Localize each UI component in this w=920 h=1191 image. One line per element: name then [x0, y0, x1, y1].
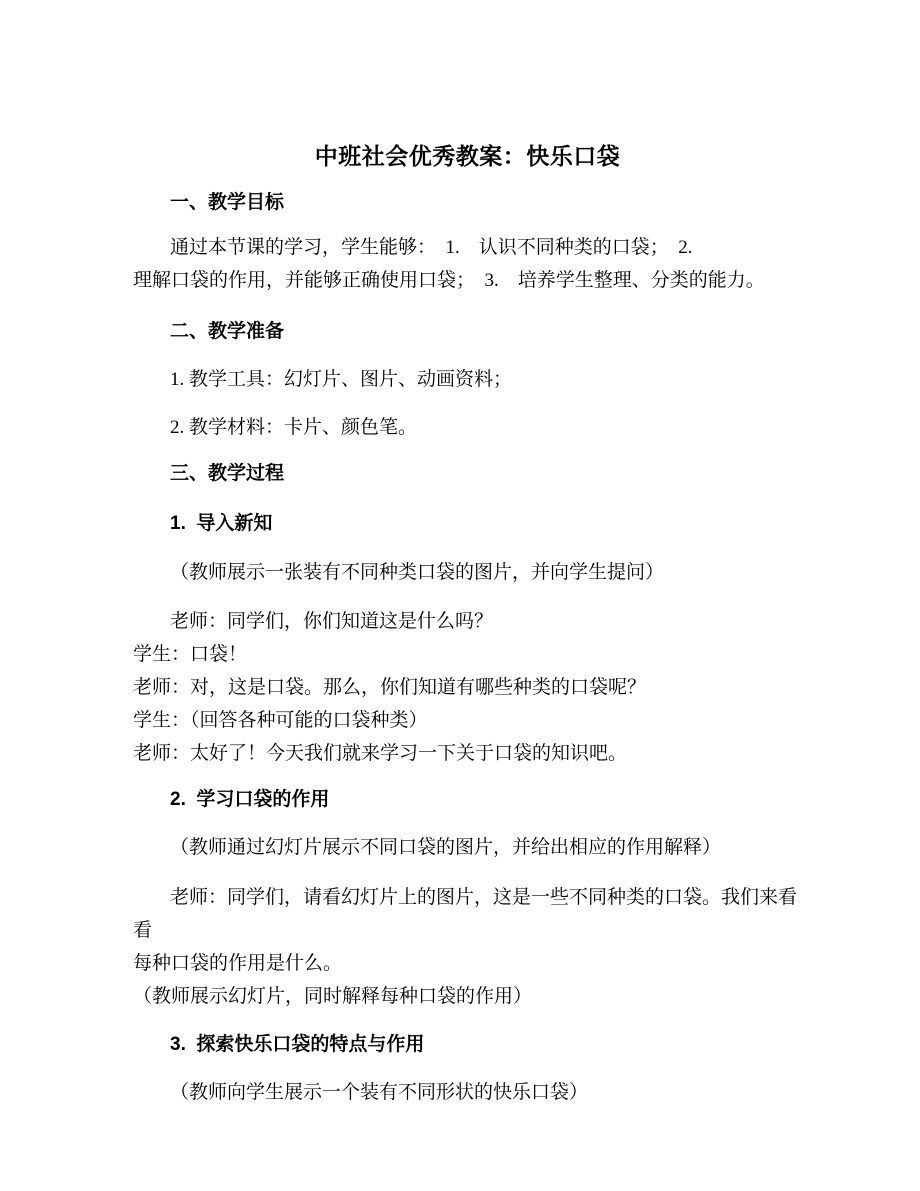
step2-teacher-line-2: 每种口袋的作用是什么。	[133, 953, 343, 974]
step1-heading: 1. 导入新知	[170, 513, 273, 534]
section-heading-objectives: 一、教学目标	[170, 192, 285, 213]
step2-heading: 2. 学习口袋的作用	[170, 789, 330, 810]
step1-dialog-student-2: 学生：（回答各种可能的口袋种类）	[133, 710, 428, 731]
step2-stage-direction-2: （教师展示幻灯片，同时解释每种口袋的作用）	[133, 986, 533, 1007]
step1-dialog-teacher-2: 老师：对，这是口袋。那么，你们知道有哪些种类的口袋呢？	[133, 677, 647, 698]
objectives-line-2: 理解口袋的作用，并能够正确使用口袋； 3. 培养学生整理、分类的能力。	[133, 270, 765, 291]
document-title: 中班社会优秀教案：快乐口袋	[314, 143, 621, 169]
step2-paragraph	[133, 881, 802, 1013]
step3-heading: 3. 探索快乐口袋的特点与作用	[170, 1034, 425, 1055]
section-heading-preparation: 二、教学准备	[170, 321, 285, 342]
step1-dialog-teacher-3: 老师：太好了！今天我们就来学习一下关于口袋的知识吧。	[133, 743, 628, 764]
step3-stage-direction: （教师向学生展示一个装有不同形状的快乐口袋）	[170, 1082, 589, 1103]
preparation-item-tools: 1. 教学工具：幻灯片、图片、动画资料；	[170, 369, 513, 390]
step2-teacher-line-1: 老师：同学们，请看幻灯片上的图片，这是一些不同种类的口袋。我们来看看	[133, 887, 798, 941]
step1-dialog-student-1: 学生：口袋！	[133, 644, 248, 665]
section-heading-process: 三、教学过程	[170, 463, 285, 484]
objectives-line-1: 通过本节课的学习，学生能够： 1. 认识不同种类的口袋； 2.	[170, 237, 693, 258]
step2-stage-direction: （教师通过幻灯片展示不同口袋的图片，并给出相应的作用解释）	[170, 837, 722, 858]
step1-dialog-block	[133, 605, 802, 770]
step1-stage-direction: （教师展示一张装有不同种类口袋的图片，并向学生提问）	[170, 562, 665, 583]
step1-dialog-teacher-1: 老师：同学们，你们知道这是什么吗？	[170, 611, 494, 632]
preparation-item-materials: 2. 教学材料：卡片、颜色笔。	[170, 417, 418, 438]
objectives-paragraph	[133, 231, 802, 297]
